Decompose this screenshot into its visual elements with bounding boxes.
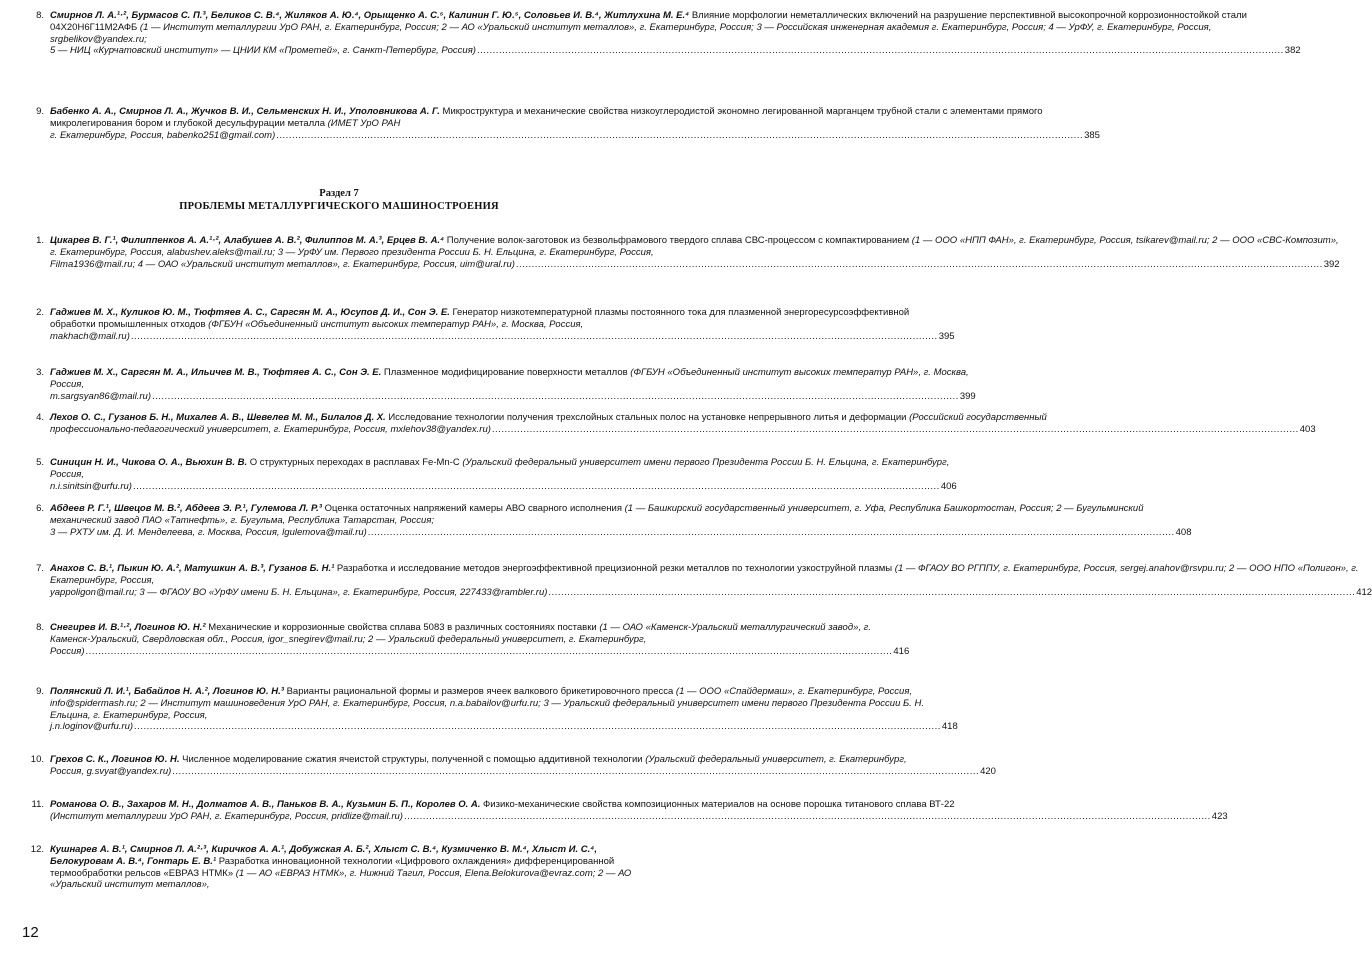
toc-entry[interactable] (28, 686, 958, 733)
toc-entry[interactable] (28, 844, 650, 891)
leader-dots (477, 45, 1284, 57)
entry-number: 1. (36, 235, 44, 246)
toc-entry[interactable] (28, 367, 976, 402)
entry-body (50, 622, 909, 657)
entry-title: Численное моделирование сжатия ячеистой структуры, полученной с помощью аддитивной технологии (179, 754, 643, 765)
entry-number: 12. (30, 844, 44, 855)
entry-page-number: 420 (980, 765, 996, 777)
entry-authors: Смирнов Л. А.¹·², Бурмасов С. П.³, Беликов С. В.⁴, Жиляков А. Ю.⁴, Орыщенко А. С.⁵, Калинин Г. Ю.⁵, Соловьев И. В.⁴, Житлухина М. Е.⁴ (50, 10, 690, 21)
entry-title: Механические и коррозионные свойства сплава 5083 в различных состояниях поставки (205, 622, 597, 633)
entry-affiliation-last: m.sargsyan86@mail.ru) (50, 390, 151, 402)
entry-authors: Синицин Н. И., Чикова О. А., Вьюхин В. В. (50, 457, 248, 468)
entry-authors: Кушнарев А. В.¹, Смирнов Л. А.²·³, Киричков А. А.¹, Добужская А. Б.², Хлыст С. В.⁴, Кузмиченко В. М.⁴, Хлыст И. С.⁴, Белокуровам А. В.⁴, Гонтарь Е. В.¹ (50, 844, 597, 867)
entry-body (50, 10, 1301, 57)
entry-affiliation: (1 — АО «ЕВРАЗ НТМК», г. Нижний Тагил, Россия, Elena.Belokurova@evraz.com; 2 — АО «Уральский институт металлов», (50, 867, 632, 891)
entry-title: Влияние морфологии неметаллических включений на разрушение перспективной высокопрочной коррозионностойкой стали 04Х20Н6Г11М2АФБ (50, 10, 1247, 33)
entry-body (50, 503, 1191, 538)
entry-page-number: 399 (959, 390, 976, 402)
entry-authors: Абдеев Р. Г.¹, Швецов М. В.², Абдеев Э. Р.¹, Гулемова Л. Р.³ (50, 503, 322, 514)
leader-dots (492, 424, 1299, 436)
entry-title: Разработка инновационной технологии «Цифрового охлаждения» дифференцированной термообработки рельсов «ЕВРАЗ НТМК» (50, 855, 615, 879)
leader-dots (548, 587, 1355, 599)
entry-number: 8. (36, 622, 44, 633)
entry-page-number: 392 (1323, 258, 1340, 270)
entry-body (50, 754, 996, 778)
entry-affiliation-last: Россия) (50, 645, 85, 657)
entry-page-number: 395 (938, 330, 955, 342)
entry-page-number: 385 (1084, 129, 1100, 141)
entry-affiliation: (ФГБУН «Объединенный институт высоких температур РАН», г. Москва, Россия, (50, 367, 969, 390)
page-number: 12 (22, 924, 39, 941)
entry-title: Плазменное модифицирование поверхности металлов (381, 367, 628, 378)
toc-entry[interactable] (28, 307, 955, 342)
toc-entry[interactable] (28, 235, 1340, 270)
entry-title: О структурных переходах в расплавах Fe-Mn-C (247, 457, 460, 468)
entry-affiliation: (ФГБУН «Объединенный институт высоких температур РАН», г. Москва, Россия, (205, 318, 584, 330)
entry-affiliation-last: j.n.loginov@urfu.ru) (50, 721, 134, 733)
entry-title: Получение волок-заготовок из безвольфрамового твердого сплава СВС-процессом с компактированием (444, 235, 910, 246)
entry-body (50, 307, 955, 342)
entry-authors: Анахов С. В.¹, Пыкин Ю. А.², Матушкин А. В.³, Гузанов Б. Н.¹ (50, 563, 335, 574)
entry-number: 6. (36, 503, 44, 514)
toc-entry[interactable] (28, 106, 1100, 141)
entry-number: 10. (30, 754, 44, 765)
entry-authors: Гаджиев М. Х., Куликов Ю. М., Тюфтяев А. С., Саргсян М. А., Юсупов Д. И., Сон Э. Е. (50, 307, 450, 318)
entry-affiliation: (1 — ООО «Спайдермаш», г. Екатеринбург, Россия, info@spidermash.ru; 2 — Институт машиноведения УрО РАН, г. Екатеринбург, Россия, n.a.babailov@urfu.ru; 3 — Уральский федеральный университет имени первого Президента России Б. Н. Ельцина, г. Екатеринбург, Россия, (50, 686, 924, 721)
entry-body (50, 367, 976, 402)
entry-authors: Лехов О. С., Гузанов Б. Н., Михалев А. В., Шевелев М. М., Билалов Д. Х. (50, 412, 386, 423)
leader-dots (368, 527, 1175, 539)
entry-title: Исследование технологии получения трехслойных стальных полос на установке непрерывного литья и деформации (385, 412, 907, 423)
entry-title: Физико-механические свойства композиционных материалов на основе порошка титанового сплава ВТ-22 (480, 799, 955, 810)
entry-number: 9. (36, 106, 44, 117)
entry-page-number: 382 (1284, 45, 1301, 57)
entry-affiliation: (ИМЕТ УрО РАН (324, 117, 401, 129)
entry-body (50, 799, 1228, 823)
entry-affiliation: (1 — ФГАОУ ВО РГППУ, г. Екатеринбург, Россия, sergej.anahov@rsvpu.ru; 2 — ООО НПО «Полигон», г. Екатеринбург, Россия, (50, 563, 1359, 586)
entry-affiliation-last: 5 — НИЦ «Курчатовский институт» — ЦНИИ КМ «Прометей», г. Санкт-Петербург, Россия) (50, 45, 476, 57)
toc-entry[interactable] (28, 563, 1372, 598)
entry-authors: Гаджиев М. Х., Саргсян М. А., Ильичев М. В., Тюфтяев А. С., Сон Э. Е. (50, 367, 382, 378)
entry-affiliation-last: профессионально-педагогический университет, г. Екатеринбург, Россия, mxlehov38@yandex.ru) (50, 423, 491, 435)
entry-page-number: 406 (940, 480, 957, 492)
entry-affiliation: (Уральский федеральный университет имени первого Президента России Б. Н. Ельцина, г. Екатеринбург, Россия, (50, 457, 950, 480)
leader-dots (516, 259, 1323, 271)
entry-body (50, 235, 1340, 270)
toc-entry[interactable] (28, 754, 996, 778)
entry-number: 7. (36, 563, 44, 574)
entry-body (50, 412, 1316, 436)
entry-affiliation-last: 3 — РХТУ им. Д. И. Менделеева, г. Москва, Россия, lgulemova@mail.ru) (50, 526, 367, 538)
leader-dots (134, 721, 941, 733)
toc-entry[interactable] (28, 457, 957, 492)
entry-number: 8. (36, 10, 44, 21)
entry-authors: Снегирев И. В.¹·², Логинов Ю. Н.² (50, 622, 206, 633)
entry-page-number: 418 (941, 721, 958, 733)
leader-dots (404, 811, 1211, 823)
toc-entry[interactable] (28, 412, 1316, 436)
entry-authors: Романова О. В., Захаров М. Н., Долматов А. В., Паньков В. А., Кузьмин Б. П., Королев О. А. (50, 799, 481, 810)
entry-affiliation-last: (Институт металлургии УрО РАН, г. Екатеринбург, Россия, pridlize@mail.ru) (50, 810, 403, 822)
leader-dots (172, 766, 979, 778)
entry-number: 11. (31, 799, 44, 810)
entry-affiliation-last: makhach@mail.ru) (50, 330, 130, 342)
entry-affiliation: (1 — ОАО «Каменск-Уральский металлургический завод», г. Каменск-Уральский, Свердловская обл., Россия, igor_snegirev@mail.ru; 2 — Уральский федеральный университет, г. Екатеринбург, (50, 622, 871, 645)
entry-page-number: 403 (1299, 423, 1316, 435)
entry-body (50, 106, 1100, 141)
entry-number: 9. (36, 686, 44, 697)
leader-dots (131, 331, 938, 343)
entry-affiliation-last: г. Екатеринбург, Россия, babenko251@gmail.com) (50, 129, 276, 141)
section-title: ПРОБЛЕМЫ МЕТАЛЛУРГИЧЕСКОГО МАШИНОСТРОЕНИЯ (179, 201, 499, 212)
section-heading (28, 187, 650, 213)
entry-body (50, 457, 957, 492)
entry-affiliation: (1 — Институт металлургии УрО РАН, г. Екатеринбург, Россия; 2 — АО «Уральский институт металлов», г. Екатеринбург, Россия; 3 — Российская инженерная академия г. Екатеринбург, Россия; 4 — УрФУ, г. Екатеринбург, Россия, srgbelikov@yandex.ru; (50, 21, 1212, 45)
entry-number: 5. (36, 457, 44, 468)
entry-page-number: 423 (1211, 810, 1228, 822)
entry-authors: Бабенко А. А., Смирнов Л. А., Жучков В. И., Сельменских Н. И., Уполовникова А. Г. (50, 106, 440, 117)
entry-authors: Цикарев В. Г.¹, Филиппенков А. А.¹·², Алабушев А. В.², Филиппов М. А.³, Ерцев В. А.⁴ (50, 235, 445, 246)
entry-title: Разработка и исследование методов энергоэффективной прецизионной резки металлов по технологии узкоструйной плазмы (334, 563, 893, 574)
entry-page-number: 408 (1175, 526, 1192, 538)
entry-title: Оценка остаточных напряжений камеры АВО сварного исполнения (321, 503, 622, 514)
entry-body (50, 844, 650, 891)
entry-affiliation-last: n.i.sinitsin@urfu.ru) (50, 480, 132, 492)
entry-authors: Полянский Л. И.¹, Бабайлов Н. А.², Логинов Ю. Н.³ (50, 686, 284, 697)
entry-number: 4. (36, 412, 44, 423)
entry-title: Микроструктура и механические свойства низкоуглеродистой экономно легированной марганцем трубной стали с элементами прямого микролегирования бором и глубокой десульфурации металла (50, 106, 1043, 129)
entry-body (50, 563, 1372, 598)
entry-affiliation: (Российский государственный (906, 412, 1047, 423)
entry-number: 2. (36, 307, 44, 318)
leader-dots (276, 130, 1083, 142)
toc-entry[interactable] (28, 503, 1192, 538)
entry-affiliation: (1 — ООО «НПП ФАН», г. Екатеринбург, Россия, tsikarev@mail.ru; 2 — ООО «СВС-Композит», г. Екатеринбург, Россия, alabushev.aleks@mail.ru; 3 — УрФУ им. Первого президента России Б. Н. Ельцина, г. Екатеринбург, Россия, (50, 235, 1339, 258)
entry-affiliation-last: yappoligon@mail.ru; 3 — ФГАОУ ВО «УрФУ имени Б. Н. Ельцина», г. Екатеринбург, Россия, 227433@rambler.ru) (50, 586, 548, 598)
entry-number: 3. (36, 367, 44, 378)
entry-affiliation-last: Filma1936@mail.ru; 4 — ОАО «Уральский институт металлов», г. Екатеринбург, Россия, uim@ural.ru) (50, 258, 515, 270)
entry-body (50, 686, 958, 733)
leader-dots (152, 391, 959, 403)
entry-affiliation: (Уральский федеральный университет, г. Екатеринбург, (642, 754, 907, 765)
entry-title: Генератор низкотемпературной плазмы постоянного тока для плазменной энергоресурсоэффективной обработки промышленных отходов (50, 307, 910, 330)
entry-page-number: 416 (893, 645, 910, 657)
toc-entry[interactable] (28, 622, 910, 657)
toc-entry[interactable] (28, 10, 1301, 57)
entry-authors: Грехов С. К., Логинов Ю. Н. (50, 754, 180, 765)
leader-dots (86, 646, 893, 658)
entry-page-number: 412 (1356, 586, 1372, 598)
entry-affiliation-last: Россия, g.svyat@yandex.ru) (50, 765, 172, 777)
entry-title: Варианты рациональной формы и размеров ячеек валкового брикетировочного пресса (283, 686, 674, 697)
toc-entry[interactable] (28, 799, 1228, 823)
section-label: Раздел 7 (319, 188, 359, 199)
entry-affiliation: (1 — Башкирский государственный университет, г. Уфа, Республика Башкортостан, Россия; 2 — Бугульминский механический завод ПАО «Татнефть», г. Бугульма, Республика Татарстан, Россия; (50, 503, 1144, 526)
leader-dots (133, 481, 940, 493)
